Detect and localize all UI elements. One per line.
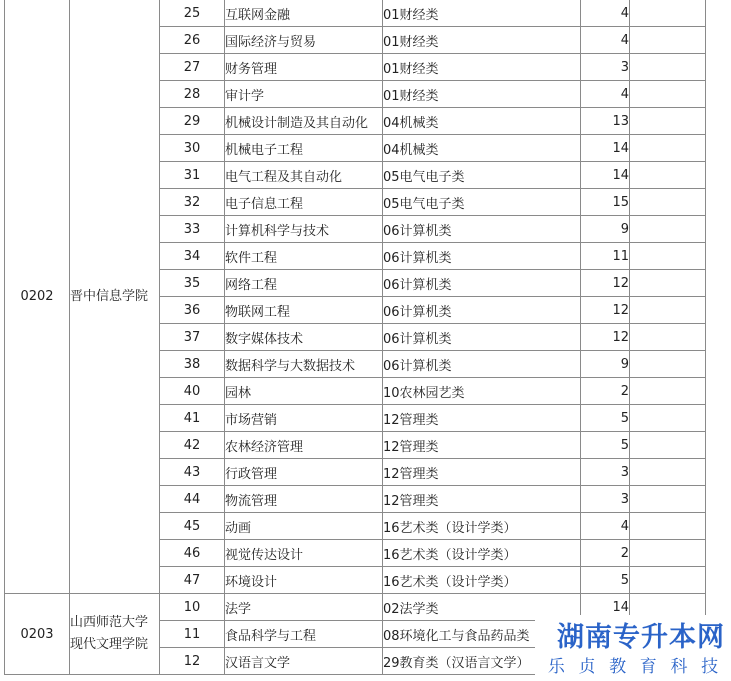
major-cell: 法学 [225, 594, 383, 621]
count-cell: 9 [581, 351, 630, 378]
empty-cell [630, 54, 706, 81]
count-cell: 4 [581, 81, 630, 108]
count-cell: 12 [581, 297, 630, 324]
category-cell: 01财经类 [383, 81, 581, 108]
empty-cell [630, 405, 706, 432]
count-cell: 3 [581, 486, 630, 513]
major-cell: 汉语言文学 [225, 648, 383, 675]
major-cell: 数据科学与大数据技术 [225, 351, 383, 378]
watermark-title: 湖南专升本网 [557, 622, 725, 653]
major-cell: 网络工程 [225, 270, 383, 297]
major-cell: 数字媒体技术 [225, 324, 383, 351]
count-cell: 2 [581, 540, 630, 567]
empty-cell [630, 540, 706, 567]
count-cell: 14 [581, 162, 630, 189]
admission-table [4, 0, 706, 675]
empty-cell [630, 351, 706, 378]
seq-cell: 41 [160, 405, 225, 432]
major-cell: 机械电子工程 [225, 135, 383, 162]
seq-cell: 42 [160, 432, 225, 459]
major-cell: 食品科学与工程 [225, 621, 383, 648]
seq-cell: 46 [160, 540, 225, 567]
empty-cell [630, 108, 706, 135]
empty-cell [630, 297, 706, 324]
seq-cell: 31 [160, 162, 225, 189]
category-cell: 16艺术类（设计学类） [383, 567, 581, 594]
seq-cell: 10 [160, 594, 225, 621]
seq-cell: 34 [160, 243, 225, 270]
category-cell: 04机械类 [383, 108, 581, 135]
count-cell: 11 [581, 243, 630, 270]
watermark-char: 育 [639, 657, 657, 677]
count-cell: 14 [581, 135, 630, 162]
seq-cell: 12 [160, 648, 225, 675]
watermark-char: 科 [670, 657, 688, 677]
count-cell: 5 [581, 405, 630, 432]
empty-cell [630, 216, 706, 243]
major-cell: 农林经济管理 [225, 432, 383, 459]
seq-cell: 47 [160, 567, 225, 594]
major-cell: 电子信息工程 [225, 189, 383, 216]
major-cell: 园林 [225, 378, 383, 405]
count-cell: 3 [581, 54, 630, 81]
seq-cell: 36 [160, 297, 225, 324]
empty-cell [630, 81, 706, 108]
major-cell: 计算机科学与技术 [225, 216, 383, 243]
seq-cell: 25 [160, 0, 225, 27]
empty-cell [630, 324, 706, 351]
watermark-char: 乐 [547, 657, 565, 677]
seq-cell: 27 [160, 54, 225, 81]
count-cell: 15 [581, 189, 630, 216]
category-cell: 16艺术类（设计学类） [383, 513, 581, 540]
count-cell: 12 [581, 270, 630, 297]
category-cell: 12管理类 [383, 405, 581, 432]
count-cell: 13 [581, 108, 630, 135]
major-cell: 软件工程 [225, 243, 383, 270]
school-name-cell: 晋中信息学院 [70, 0, 160, 594]
major-cell: 动画 [225, 513, 383, 540]
count-cell: 4 [581, 513, 630, 540]
count-cell: 2 [581, 378, 630, 405]
school-code-cell: 0202 [5, 0, 70, 594]
seq-cell: 45 [160, 513, 225, 540]
seq-cell: 29 [160, 108, 225, 135]
empty-cell [630, 270, 706, 297]
seq-cell: 11 [160, 621, 225, 648]
watermark-char: 技 [701, 657, 719, 677]
major-cell: 国际经济与贸易 [225, 27, 383, 54]
empty-cell [630, 135, 706, 162]
major-cell: 互联网金融 [225, 0, 383, 27]
seq-cell: 40 [160, 378, 225, 405]
seq-cell: 26 [160, 27, 225, 54]
seq-cell: 38 [160, 351, 225, 378]
category-cell: 10农林园艺类 [383, 378, 581, 405]
count-cell: 4 [581, 27, 630, 54]
empty-cell [630, 378, 706, 405]
category-cell: 06计算机类 [383, 297, 581, 324]
count-cell: 12 [581, 324, 630, 351]
category-cell: 02法学类 [383, 594, 581, 621]
category-cell: 01财经类 [383, 27, 581, 54]
count-cell: 9 [581, 216, 630, 243]
major-cell: 市场营销 [225, 405, 383, 432]
seq-cell: 35 [160, 270, 225, 297]
category-cell: 16艺术类（设计学类） [383, 540, 581, 567]
seq-cell: 44 [160, 486, 225, 513]
seq-cell: 32 [160, 189, 225, 216]
category-cell: 06计算机类 [383, 243, 581, 270]
category-cell: 12管理类 [383, 486, 581, 513]
seq-cell: 28 [160, 81, 225, 108]
major-cell: 行政管理 [225, 459, 383, 486]
watermark [535, 615, 731, 681]
category-cell: 08环境化工与食品药品类 [383, 621, 581, 648]
empty-cell [630, 189, 706, 216]
table-row [5, 0, 706, 27]
major-cell: 财务管理 [225, 54, 383, 81]
major-cell: 视觉传达设计 [225, 540, 383, 567]
category-cell: 29教育类（汉语言文学） [383, 648, 581, 675]
empty-cell [630, 459, 706, 486]
major-cell: 电气工程及其自动化 [225, 162, 383, 189]
category-cell: 12管理类 [383, 432, 581, 459]
count-cell: 3 [581, 459, 630, 486]
watermark-char: 教 [609, 657, 627, 677]
category-cell: 06计算机类 [383, 324, 581, 351]
category-cell: 06计算机类 [383, 216, 581, 243]
school-code-cell: 0203 [5, 594, 70, 675]
major-cell: 物联网工程 [225, 297, 383, 324]
empty-cell [630, 567, 706, 594]
category-cell: 05电气电子类 [383, 189, 581, 216]
count-cell: 5 [581, 567, 630, 594]
seq-cell: 30 [160, 135, 225, 162]
category-cell: 05电气电子类 [383, 162, 581, 189]
empty-cell [630, 0, 706, 27]
category-cell: 04机械类 [383, 135, 581, 162]
category-cell: 01财经类 [383, 54, 581, 81]
empty-cell [630, 513, 706, 540]
category-cell: 06计算机类 [383, 270, 581, 297]
watermark-subtitle [535, 652, 731, 677]
watermark-char: 贞 [578, 657, 596, 677]
count-cell: 14 [581, 594, 630, 621]
major-cell: 机械设计制造及其自动化 [225, 108, 383, 135]
category-cell: 06计算机类 [383, 351, 581, 378]
count-cell: 5 [581, 432, 630, 459]
empty-cell [630, 432, 706, 459]
seq-cell: 33 [160, 216, 225, 243]
empty-cell [630, 27, 706, 54]
category-cell: 01财经类 [383, 0, 581, 27]
empty-cell [630, 486, 706, 513]
category-cell: 12管理类 [383, 459, 581, 486]
major-cell: 审计学 [225, 81, 383, 108]
major-cell: 物流管理 [225, 486, 383, 513]
school-name-cell: 山西师范大学现代文理学院 [70, 594, 160, 675]
seq-cell: 43 [160, 459, 225, 486]
empty-cell [630, 243, 706, 270]
count-cell: 4 [581, 0, 630, 27]
seq-cell: 37 [160, 324, 225, 351]
major-cell: 环境设计 [225, 567, 383, 594]
empty-cell [630, 162, 706, 189]
table-body [5, 0, 706, 675]
